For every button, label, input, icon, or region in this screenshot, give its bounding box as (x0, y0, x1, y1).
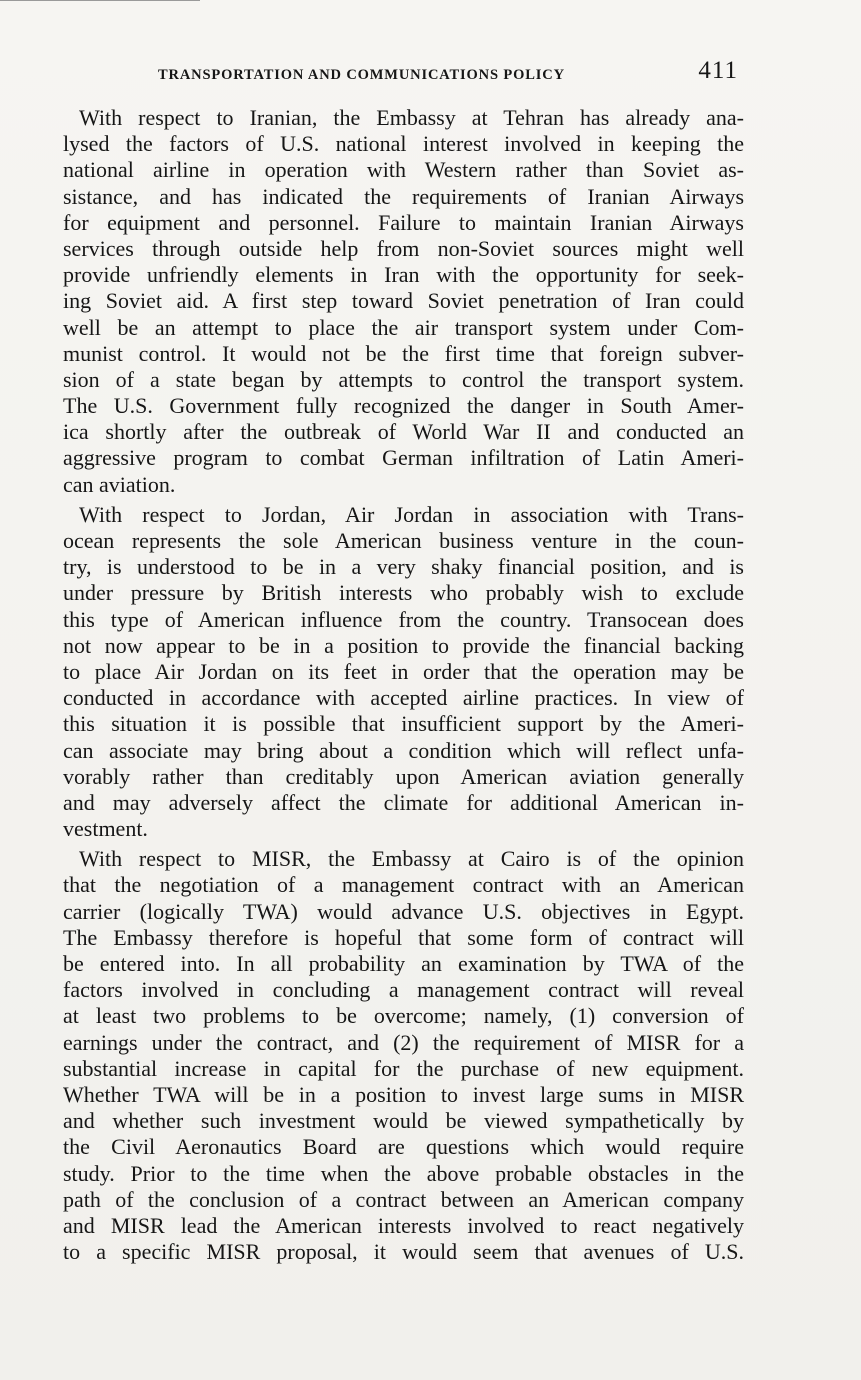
text-line: The Embassy therefore is hopeful that some form of contract will (63, 924, 744, 950)
text-line: and MISR lead the American interests involved to react negatively (63, 1212, 744, 1238)
text-line: aggressive program to combat German infiltration of Latin Ameri- (63, 445, 744, 471)
text-line: services through outside help from non-Soviet sources might well (63, 235, 744, 261)
text-line: With respect to Jordan, Air Jordan in association with Trans- (79, 501, 744, 527)
paragraph-jordan (63, 502, 744, 842)
text-line: national airline in operation with Western rather than Soviet as- (63, 157, 744, 183)
text-line: munist control. It would not be the first time that foreign subver- (63, 340, 744, 366)
paragraph-iranian (63, 105, 744, 498)
text-line: under pressure by British interests who probably wish to exclude (63, 580, 744, 606)
text-line: for equipment and personnel. Failure to maintain Iranian Airways (63, 209, 744, 235)
text-line: can associate may bring about a condition which will reflect unfa- (63, 737, 744, 763)
text-line: not now appear to be in a position to provide the financial backing (63, 632, 744, 658)
text-line: ocean represents the sole American business venture in the coun- (63, 528, 744, 553)
text-line: With respect to MISR, the Embassy at Cairo is of the opinion (79, 846, 744, 872)
text-line: sistance, and has indicated the requirements of Iranian Airways (63, 183, 744, 209)
text-line: earnings under the contract, and (2) the requirement of MISR for a (63, 1029, 744, 1055)
text-line: factors involved in concluding a management contract will reveal (63, 977, 744, 1003)
text-line: lysed the factors of U.S. national interest involved in keeping the (63, 131, 744, 157)
text-line: that the negotiation of a management contract with an American (63, 872, 744, 898)
text-line: carrier (logically TWA) would advance U.S. objectives in Egypt. (63, 898, 744, 924)
text-line: With respect to Iranian, the Embassy at Tehran has already ana- (79, 105, 744, 130)
text-line: this type of American influence from the country. Transocean does (63, 606, 744, 632)
text-line: to place Air Jordan on its feet in order that the operation may be (63, 658, 744, 684)
text-line: sion of a state began by attempts to control the transport system. (63, 366, 744, 392)
section-title: TRANSPORTATION AND COMMUNICATIONS POLICY (158, 67, 565, 83)
running-head (62, 56, 742, 90)
text-line: The U.S. Government fully recognized the danger in South Amer- (63, 393, 744, 419)
text-line: this situation it is possible that insufficient support by the Ameri- (63, 711, 744, 737)
text-line: the Civil Aeronautics Board are questions which would require (63, 1134, 744, 1160)
text-line: try, is understood to be in a very shaky financial position, and is (63, 554, 744, 580)
text-line: vorably rather than creditably upon American aviation generally (63, 763, 744, 789)
text-line: to a specific MISR proposal, it would seem that avenues of U.S. (63, 1239, 744, 1265)
paragraph-misr (63, 846, 744, 1265)
text-line: ing Soviet aid. A first step toward Soviet penetration of Iran could (63, 288, 744, 314)
text-line: ica shortly after the outbreak of World War II and conducted an (63, 419, 744, 445)
text-line: path of the conclusion of a contract between an American company (63, 1186, 744, 1212)
body-text (63, 105, 744, 1265)
top-rule (0, 0, 200, 1)
text-line: Whether TWA will be in a position to invest large sums in MISR (63, 1081, 744, 1107)
text-line: substantial increase in capital for the purchase of new equipment. (63, 1055, 744, 1081)
text-line: provide unfriendly elements in Iran with the opportunity for seek- (63, 262, 744, 288)
text-line: be entered into. In all probability an examination by TWA of the (63, 951, 744, 976)
text-line: study. Prior to the time when the above probable obstacles in the (63, 1160, 744, 1186)
text-line: and whether such investment would be viewed sympathetically by (63, 1108, 744, 1134)
text-line: can aviation. (63, 471, 176, 497)
text-line: and may adversely affect the climate for additional American in- (63, 789, 744, 815)
text-line: vestment. (63, 816, 148, 842)
page-number: 411 (698, 57, 738, 84)
text-line: well be an attempt to place the air transport system under Com- (63, 314, 744, 340)
text-line: at least two problems to be overcome; namely, (1) conversion of (63, 1003, 744, 1029)
text-line: conducted in accordance with accepted airline practices. In view of (63, 685, 744, 711)
